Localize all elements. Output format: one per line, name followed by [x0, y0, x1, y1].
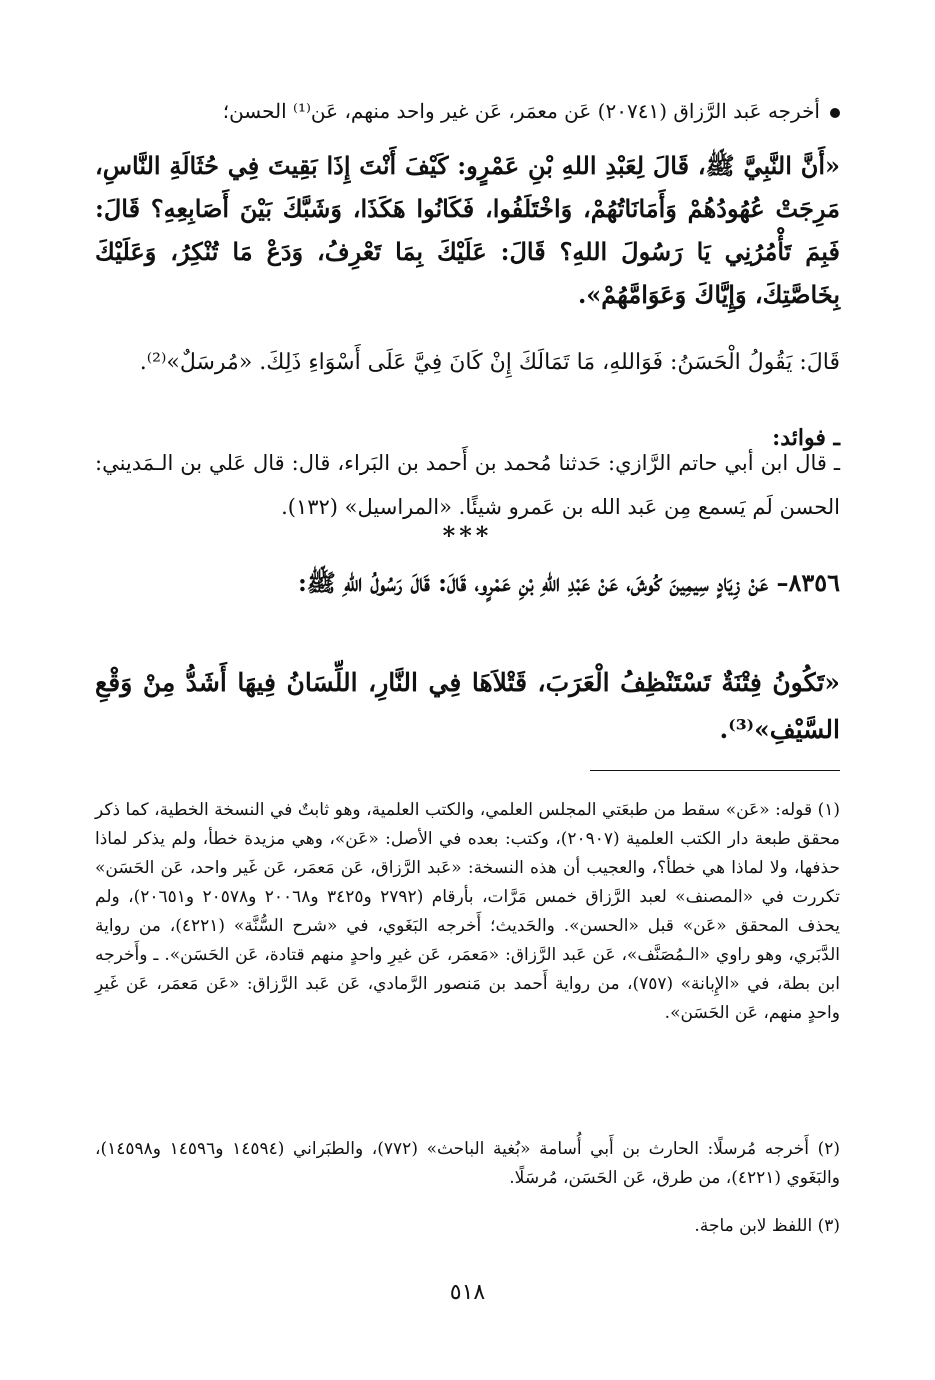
section-separator: *** [442, 521, 493, 550]
fawaid-heading: ـ فوائد: [772, 425, 840, 451]
takhrij-text: أخرجه عَبد الرَّزاق (٢٠٧٤١) عَن معمَر، عَن غير واحد منهم، عَن⁽¹⁾ الحسن؛ [222, 99, 820, 123]
page-number: ٥١٨ [449, 1280, 486, 1305]
bullet-icon [830, 108, 840, 118]
footnote-divider [590, 770, 840, 771]
footnote-1: (١) قوله: «عَن» سقط من طبعَتي المجلس العلمي، والكتب العلمية، وهو ثابتٌ في النسخة الخطية، كما ذكر محقق طبعة دار الكتب العلمية (٢٠٩٠٧)، وكتب: بعده في الأصل: «عَن»، وهي مزيدة خطأ، ولم يذكر لماذا حذفها، ولا لماذا هي خطأ؟، والعجيب أن هذه النسخة: «عَبد الرَّزاق، عَن مَعمَر، عَن غَير واحد، عَن الحَسَن» تكررت في «المصنف» لعبد الرَّزاق خمس مَرَّات، بأرقام (٢٧٩٢ و٣٤٢٥ و٢٠٠٦٨ و٢٠٥٧٨ و٢٠٦٥١)، ولم يحذف المحقق «عَن» قبل «الحسن». والحَديث؛ أَخرجه البَغَوي، في «شرح السُّنَّة» (٤٢٢١)، من رواية الدَّبَري، وهو راوي «الـمُصَنَّف»، عَن عَبد الرَّزاق: «مَعمَر، عَن غيرِ واحدٍ منهم قتادة، عَن الحَسَن». ـ وأَخرجه ابن بطة، في «الإِبانة» (٧٥٧)، من رواية أَحمد بن مَنصور الرَّمادي، عَن عَبد الرَّزاق: «عَن مَعمَر، عَن غَيرِ واحدٍ منهم، عَن الحَسَن». [95, 800, 841, 1023]
footnote-2: (٢) أَخرجه مُرسلًا: الحارث بن أَبي أُسامة «بُغية الباحث» (٧٧٢)، والطبَراني (١٤٥٩٤ و١٤٥٩٦ و١٤٥٩٨)، والبَغَوي (٤٢٢١)، من طرق، عَن الحَسَن، مُرسَلًا. [95, 1139, 840, 1188]
hadith-text-8356: «تَكُونُ فِتْنَةٌ تَسْتَنْظِفُ الْعَرَبَ، قَتْلاَهَا فِي النَّارِ، اللِّسَانُ فِيهَا أَشَدُّ مِنْ وَقْعِ السَّيْفِ»⁽³⁾. [95, 668, 840, 744]
hasan-saying: قَالَ: يَقُولُ الْحَسَنُ: فَوَاللهِ، مَا تَمَالَكَ إِنْ كَانَ فِيَّ عَلَى أَسْوَاءِ ذَلِكَ. «مُرسَلٌ»⁽²⁾. [139, 350, 840, 375]
hadith-text-8355: «أَنَّ النَّبِيَّ ﷺ، قَالَ لِعَبْدِ اللهِ بْنِ عَمْرٍو: كَيْفَ أَنْتَ إِذَا بَقِيتَ فِي حُثَالَةِ النَّاسِ، مَرِجَتْ عُهُودُهُمْ وَأَمَانَاتُهُمْ، وَاخْتَلَفُوا، فَكَانُوا هَكَذَا، وَشَبَّكَ بَيْنَ أَصَابِعِهِ؟ قَالَ: فَبِمَ تَأْمُرُنِي يَا رَسُولَ اللهِ؟ قَالَ: عَلَيْكَ بِمَا تَعْرِفُ، وَدَعْ مَا تُنْكِرُ، وَعَلَيْكَ بِخَاصَّتِكَ، وَإِيَّاكَ وَعَوَامَّهُمْ». [95, 151, 841, 309]
fawaid-text: ـ قال ابن أبي حاتم الرَّازي: حَدثنا مُحمد بن أَحمد بن البَراء، قال: قال عَلي بن الـمَديني: الحسن لَم يَسمع مِن عَبد الله بن عَمرو شيئًا. «المراسيل» (١٣٢). [95, 451, 840, 519]
takhrij-line [95, 96, 840, 126]
hadith-header-8356: ٨٣٥٦– عَنْ زِيَادٍ سِيمِينَ كُوشَ، عَنْ عَبْدِ اللهِ بْنِ عَمْرٍو، قَالَ: قَالَ رَسُولُ اللهِ ﷺ: [297, 568, 840, 597]
footnote-3: (٣) اللفظ لابن ماجة. [694, 1216, 840, 1236]
